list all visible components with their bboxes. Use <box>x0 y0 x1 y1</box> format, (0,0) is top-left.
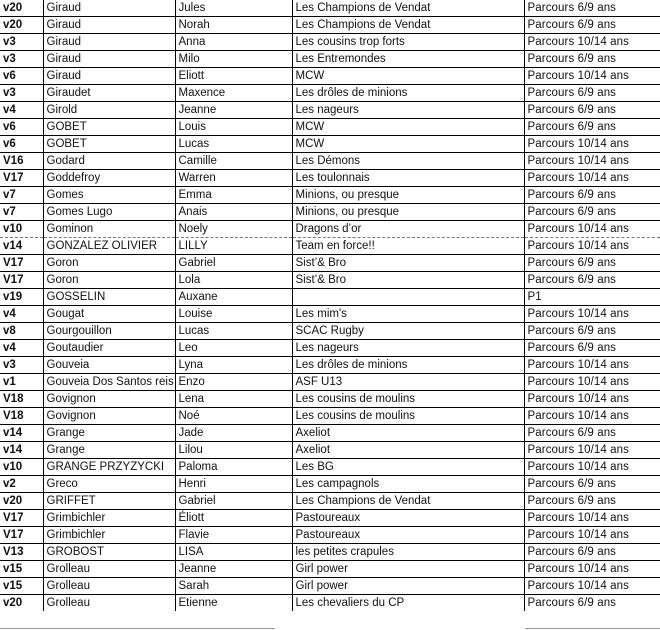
cell-equipe: Les Champions de Vendat <box>292 493 524 510</box>
table-row <box>0 204 660 221</box>
table-row <box>0 51 660 68</box>
cell-equipe: Pastoureaux <box>292 527 524 544</box>
cell-parcours: Parcours 6/9 ans <box>524 493 660 510</box>
cell-code: V17 <box>0 527 43 544</box>
cell-parcours: Parcours 10/14 ans <box>524 221 660 238</box>
table-row <box>0 102 660 119</box>
cell-nom: GOBET <box>43 119 175 136</box>
underline-segment <box>525 628 660 629</box>
cell-equipe: MCW <box>292 68 524 85</box>
cell-parcours: Parcours 10/14 ans <box>524 442 660 459</box>
cell-prenom: Éliott <box>175 510 292 527</box>
cell-nom: Girold <box>43 102 175 119</box>
cell-parcours: Parcours 10/14 ans <box>524 238 660 255</box>
cell-equipe: SCAC Rugby <box>292 323 524 340</box>
cell-nom: Giraud <box>43 0 175 17</box>
table-row <box>0 221 660 238</box>
cell-prenom: LISA <box>175 544 292 561</box>
cell-prenom: Emma <box>175 187 292 204</box>
cell-parcours: Parcours 10/14 ans <box>524 34 660 51</box>
table-row <box>0 408 660 425</box>
cell-parcours: Parcours 6/9 ans <box>524 17 660 34</box>
cell-nom: Grimbichler <box>43 527 175 544</box>
cell-parcours: Parcours 10/14 ans <box>524 374 660 391</box>
cell-code: v4 <box>0 102 43 119</box>
cell-code: v20 <box>0 17 43 34</box>
table-row <box>0 0 660 17</box>
cell-parcours: Parcours 6/9 ans <box>524 425 660 442</box>
cell-prenom: Louise <box>175 306 292 323</box>
cell-prenom: Lilou <box>175 442 292 459</box>
cell-prenom: Lucas <box>175 323 292 340</box>
cell-code: v1 <box>0 374 43 391</box>
cell-equipe: Les cousins trop forts <box>292 34 524 51</box>
cell-code: v7 <box>0 204 43 221</box>
cell-prenom: Louis <box>175 119 292 136</box>
cell-parcours: Parcours 6/9 ans <box>524 544 660 561</box>
table-row <box>0 493 660 510</box>
cell-equipe: Les Champions de Vendat <box>292 17 524 34</box>
cell-prenom: Norah <box>175 17 292 34</box>
cell-equipe: Pastoureaux <box>292 510 524 527</box>
cell-parcours: Parcours 6/9 ans <box>524 204 660 221</box>
cell-nom: Giraud <box>43 17 175 34</box>
cell-prenom: Jade <box>175 425 292 442</box>
cell-code: V17 <box>0 510 43 527</box>
cell-code: v20 <box>0 595 43 612</box>
table-row <box>0 357 660 374</box>
cell-nom: GONZALEZ OLIVIER <box>43 238 175 255</box>
cell-parcours: Parcours 10/14 ans <box>524 136 660 153</box>
cell-code: v6 <box>0 68 43 85</box>
cell-code: v3 <box>0 51 43 68</box>
cell-prenom: Paloma <box>175 459 292 476</box>
cell-prenom: Lyna <box>175 357 292 374</box>
cell-nom: Gomes <box>43 187 175 204</box>
cell-prenom: Sarah <box>175 578 292 595</box>
cell-equipe: Les toulonnais <box>292 170 524 187</box>
cell-equipe: Girl power <box>292 578 524 595</box>
cell-equipe: Les cousins de moulins <box>292 408 524 425</box>
cell-equipe: Minions, ou presque <box>292 187 524 204</box>
table-row <box>0 476 660 493</box>
cell-nom: Grange <box>43 442 175 459</box>
cell-code: v3 <box>0 34 43 51</box>
table-row <box>0 289 660 306</box>
table-row <box>0 34 660 51</box>
table-row <box>0 544 660 561</box>
table-row <box>0 187 660 204</box>
cell-parcours: P1 <box>524 289 660 306</box>
cell-prenom: Eliott <box>175 68 292 85</box>
cell-prenom: Leo <box>175 340 292 357</box>
table-row <box>0 306 660 323</box>
cell-parcours: Parcours 6/9 ans <box>524 187 660 204</box>
cell-code: v2 <box>0 476 43 493</box>
cell-parcours: Parcours 6/9 ans <box>524 255 660 272</box>
table-row <box>0 153 660 170</box>
table-row <box>0 85 660 102</box>
cell-parcours: Parcours 10/14 ans <box>524 459 660 476</box>
underline-segment <box>0 628 275 629</box>
cell-prenom: LILLY <box>175 238 292 255</box>
cell-parcours: Parcours 10/14 ans <box>524 527 660 544</box>
cell-code: v3 <box>0 357 43 374</box>
cell-code: V17 <box>0 170 43 187</box>
cell-code: v3 <box>0 85 43 102</box>
cell-equipe: Team en force!! <box>292 238 524 255</box>
cell-equipe: Les Champions de Vendat <box>292 0 524 17</box>
table-row <box>0 17 660 34</box>
cell-code: v14 <box>0 238 43 255</box>
cell-nom: Goutaudier <box>43 340 175 357</box>
cell-prenom: Maxence <box>175 85 292 102</box>
cell-equipe: ASF U13 <box>292 374 524 391</box>
cell-equipe: Dragons d’or <box>292 221 524 238</box>
cell-equipe: Les nageurs <box>292 102 524 119</box>
cell-equipe: Les mim's <box>292 306 524 323</box>
cell-nom: GRANGE PRZYZYCKI <box>43 459 175 476</box>
cell-parcours: Parcours 6/9 ans <box>524 272 660 289</box>
cell-nom: GOSSELIN <box>43 289 175 306</box>
cell-parcours: Parcours 6/9 ans <box>524 102 660 119</box>
cell-equipe <box>292 289 524 306</box>
cell-nom: Gougat <box>43 306 175 323</box>
cell-parcours: Parcours 6/9 ans <box>524 476 660 493</box>
table-row <box>0 561 660 578</box>
cell-prenom: Henri <box>175 476 292 493</box>
cell-nom: Gominon <box>43 221 175 238</box>
table-row <box>0 323 660 340</box>
table-row <box>0 527 660 544</box>
cell-parcours: Parcours 6/9 ans <box>524 119 660 136</box>
cell-nom: GROBOST <box>43 544 175 561</box>
cell-prenom: Gabriel <box>175 255 292 272</box>
cell-parcours: Parcours 6/9 ans <box>524 0 660 17</box>
cell-prenom: Anais <box>175 204 292 221</box>
cell-parcours: Parcours 10/14 ans <box>524 561 660 578</box>
cell-prenom: Etienne <box>175 595 292 612</box>
cell-nom: Grolleau <box>43 595 175 612</box>
cell-equipe: Les campagnols <box>292 476 524 493</box>
cell-equipe: Sist’& Bro <box>292 255 524 272</box>
cell-equipe: Minions, ou presque <box>292 204 524 221</box>
cell-equipe: Les cousins de moulins <box>292 391 524 408</box>
cell-prenom: Lola <box>175 272 292 289</box>
cell-nom: Grolleau <box>43 578 175 595</box>
cell-code: V17 <box>0 272 43 289</box>
cell-nom: Gourgouillon <box>43 323 175 340</box>
table-row <box>0 459 660 476</box>
cell-parcours: Parcours 10/14 ans <box>524 391 660 408</box>
cell-prenom: Jeanne <box>175 102 292 119</box>
cell-parcours: Parcours 6/9 ans <box>527 597 617 609</box>
cell-equipe: Girl power <box>292 561 524 578</box>
cell-nom: Goron <box>43 272 175 289</box>
cell-equipe: Axeliot <box>292 442 524 459</box>
table-row <box>0 595 660 612</box>
cell-nom: Govignon <box>43 391 175 408</box>
cell-nom: Godard <box>43 153 175 170</box>
cell-code: v20 <box>0 0 43 17</box>
cell-equipe: Les Entremondes <box>292 51 524 68</box>
cell-code: v15 <box>0 578 43 595</box>
cell-equipe: Les drôles de minions <box>292 85 524 102</box>
table-row <box>0 425 660 442</box>
cell-prenom: Lucas <box>175 136 292 153</box>
cell-code: V17 <box>0 255 43 272</box>
table-row <box>0 374 660 391</box>
table-row <box>0 238 660 255</box>
cell-code: V16 <box>0 153 43 170</box>
cell-nom: Giraudet <box>43 85 175 102</box>
cell-code: v10 <box>0 459 43 476</box>
cell-prenom: Camille <box>175 153 292 170</box>
table-row <box>0 442 660 459</box>
cell-prenom: Anna <box>175 34 292 51</box>
table-row <box>0 136 660 153</box>
cell-nom: Greco <box>43 476 175 493</box>
cell-parcours: Parcours 10/14 ans <box>524 153 660 170</box>
cell-equipe: Les drôles de minions <box>292 357 524 374</box>
cell-code: v14 <box>0 425 43 442</box>
table-row <box>0 170 660 187</box>
cell-parcours: Parcours 10/14 ans <box>524 357 660 374</box>
cell-code: v7 <box>0 187 43 204</box>
cell-nom: Giraud <box>43 51 175 68</box>
cell-nom: Grange <box>43 425 175 442</box>
cell-equipe: les petites crapules <box>292 544 524 561</box>
table-row <box>0 68 660 85</box>
cell-parcours: Parcours 10/14 ans <box>524 510 660 527</box>
cell-nom: Giraud <box>43 68 175 85</box>
cell-parcours: Parcours 10/14 ans <box>524 68 660 85</box>
cell-nom: Grimbichler <box>43 510 175 527</box>
cell-prenom: Gabriel <box>175 493 292 510</box>
table-row <box>0 119 660 136</box>
cell-code: v8 <box>0 323 43 340</box>
cell-prenom: Noely <box>175 221 292 238</box>
cell-equipe: MCW <box>292 119 524 136</box>
cell-equipe: Les Démons <box>292 153 524 170</box>
cell-code: v15 <box>0 561 43 578</box>
cell-nom: Gouveia Dos Santos reis <box>43 374 175 391</box>
table-row <box>0 340 660 357</box>
cell-code: v6 <box>0 119 43 136</box>
cell-prenom: Jeanne <box>175 561 292 578</box>
cell-equipe: Les nageurs <box>292 340 524 357</box>
cell-prenom: Enzo <box>175 374 292 391</box>
cell-nom: Grolleau <box>43 561 175 578</box>
cell-code: v4 <box>0 340 43 357</box>
cell-code: v6 <box>0 136 43 153</box>
cell-code: V13 <box>0 544 43 561</box>
cell-nom: Goddefroy <box>43 170 175 187</box>
cell-equipe: MCW <box>292 136 524 153</box>
cell-equipe: Les chevaliers du CP <box>292 595 524 612</box>
cell-code: v19 <box>0 289 43 306</box>
cell-parcours: Parcours 6/9 ans <box>524 323 660 340</box>
cell-equipe: Les BG <box>292 459 524 476</box>
cell-nom: Gouveia <box>43 357 175 374</box>
cell-parcours: Parcours 10/14 ans <box>524 170 660 187</box>
cell-prenom: Warren <box>175 170 292 187</box>
cell-prenom: Lena <box>175 391 292 408</box>
cell-prenom: Flavie <box>175 527 292 544</box>
cell-nom: GRIFFET <box>43 493 175 510</box>
cell-parcours: Parcours 10/14 ans <box>524 578 660 595</box>
cell-code: v4 <box>0 306 43 323</box>
cell-code: V18 <box>0 391 43 408</box>
cell-parcours: Parcours 10/14 ans <box>524 306 660 323</box>
cell-parcours: Parcours 6/9 ans <box>524 51 660 68</box>
cell-nom: GOBET <box>43 136 175 153</box>
cell-parcours: Parcours 6/9 ans <box>524 340 660 357</box>
cell-equipe: Axeliot <box>292 425 524 442</box>
cell-prenom: Jules <box>175 0 292 17</box>
table-row <box>0 578 660 595</box>
table-row <box>0 510 660 527</box>
cell-code: v20 <box>0 493 43 510</box>
table-row <box>0 255 660 272</box>
cell-parcours: Parcours 6/9 ans <box>524 85 660 102</box>
cell-nom: Govignon <box>43 408 175 425</box>
cell-nom: Goron <box>43 255 175 272</box>
cell-prenom: Noé <box>175 408 292 425</box>
cell-prenom: Auxane <box>175 289 292 306</box>
cell-code: V18 <box>0 408 43 425</box>
table-row <box>0 272 660 289</box>
cell-parcours: Parcours 10/14 ans <box>524 408 660 425</box>
cell-nom: Giraud <box>43 34 175 51</box>
cell-prenom: Milo <box>175 51 292 68</box>
cell-code: v14 <box>0 442 43 459</box>
cell-equipe: Sist’& Bro <box>292 272 524 289</box>
cell-nom: Gomes Lugo <box>43 204 175 221</box>
table-row <box>0 391 660 408</box>
cell-code: v10 <box>0 221 43 238</box>
